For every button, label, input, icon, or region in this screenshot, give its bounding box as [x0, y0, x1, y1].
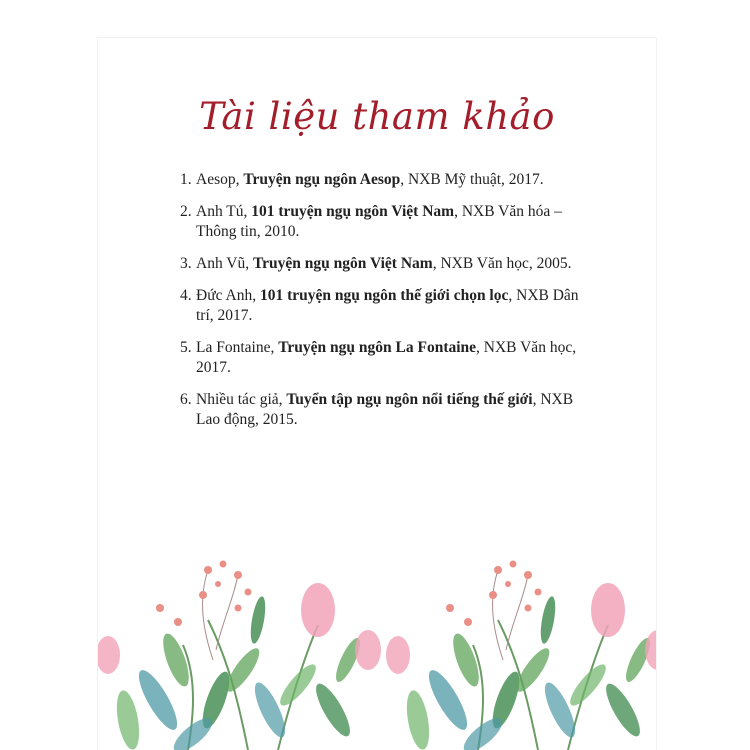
reference-author: Anh Tú, [196, 203, 252, 220]
reference-publisher: , NXB Mỹ thuật, 2017. [400, 171, 544, 188]
reference-title: Truyện ngụ ngôn Aesop [243, 171, 401, 188]
reference-title: Tuyển tập ngụ ngôn nổi tiếng thế giới [286, 391, 533, 408]
reference-number: 1. [180, 171, 192, 188]
reference-item [180, 170, 580, 190]
floral-cluster-right [386, 561, 656, 750]
page-title: Tài liệu tham khảo [199, 95, 555, 138]
floral-cluster-left [98, 561, 381, 750]
reference-number: 4. [180, 287, 192, 304]
reference-number: 6. [180, 391, 192, 408]
reference-item [180, 202, 580, 242]
reference-author: Aesop, [196, 171, 244, 188]
reference-item [180, 338, 580, 378]
reference-title: 101 truyện ngụ ngôn thế giới chọn lọc [259, 287, 509, 304]
reference-author: La Fontaine, [196, 339, 279, 356]
reference-author: Anh Vũ, [196, 255, 253, 272]
reference-item [180, 390, 580, 430]
reference-author: Đức Anh, [196, 287, 260, 304]
reference-publisher: , NXB Dân trí, 2017. [196, 287, 579, 324]
reference-title: 101 truyện ngụ ngôn Việt Nam [251, 203, 455, 220]
reference-number: 3. [180, 255, 192, 272]
reference-title: Truyện ngụ ngôn Việt Nam [252, 255, 433, 272]
reference-publisher: , NXB Văn học, 2005. [432, 255, 572, 272]
floral-border-illustration [98, 550, 656, 750]
reference-number: 2. [180, 203, 192, 220]
reference-publisher: , NXB Văn học, 2017. [196, 339, 577, 376]
reference-author: Nhiều tác giả, [196, 391, 287, 408]
reference-list [180, 170, 580, 442]
reference-item [180, 286, 580, 326]
book-page [98, 38, 656, 750]
reference-item [180, 254, 580, 274]
reference-publisher: , NXB Lao động, 2015. [196, 391, 574, 428]
reference-publisher: , NXB Văn hóa – Thông tin, 2010. [196, 203, 562, 240]
reference-title: Truyện ngụ ngôn La Fontaine [278, 339, 477, 356]
reference-number: 5. [180, 339, 192, 356]
